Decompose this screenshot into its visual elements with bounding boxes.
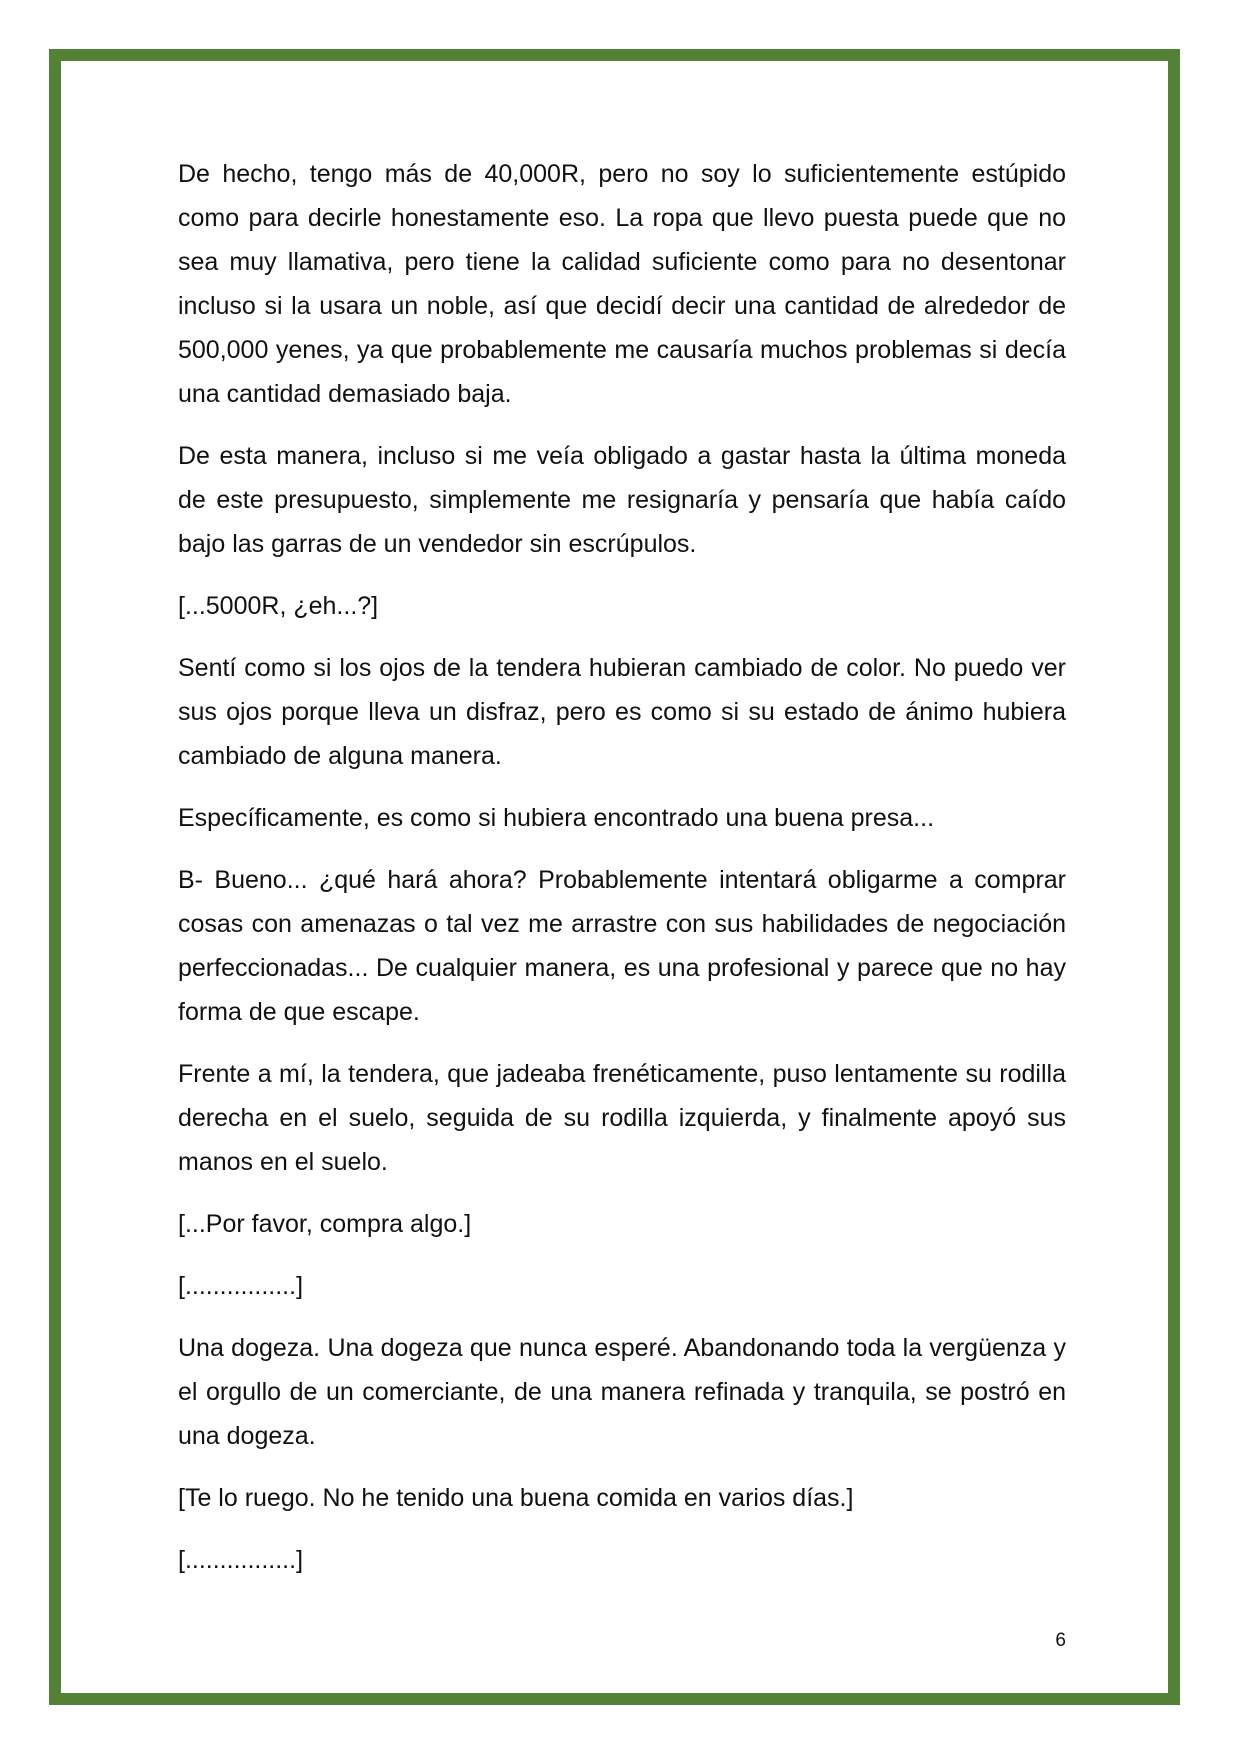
paragraph: Específicamente, es como si hubiera encontrado una buena presa... bbox=[178, 804, 935, 832]
paragraph: De hecho, tengo más de 40,000R, pero no soy lo suficientemente estúpido como para decirle honestamente eso. La ropa que llevo puesta puede que no sea muy llamativa, pero tiene la calidad suficiente como para no desentonar incluso si la usara un noble, así que decidí decir una cantidad de alrededor de 500,000 yenes, ya que probablemente me causaría muchos problemas si decía una cantidad demasiado baja. bbox=[178, 160, 1066, 408]
paragraph: Una dogeza. Una dogeza que nunca esperé. Abandonando toda la vergüenza y el orgullo de un comerciante, de una manera refinada y tranquila, se postró en una dogeza. bbox=[178, 1334, 1066, 1450]
paragraph: Frente a mí, la tendera, que jadeaba frenéticamente, puso lentamente su rodilla derecha en el suelo, seguida de su rodilla izquierda, y finalmente apoyó sus manos en el suelo. bbox=[178, 1060, 1066, 1176]
document-body bbox=[178, 152, 1066, 1600]
paragraph: De esta manera, incluso si me veía obligado a gastar hasta la última moneda de este presupuesto, simplemente me resignaría y pensaría que había caído bajo las garras de un vendedor sin escrúpulos. bbox=[178, 442, 1066, 558]
paragraph: B- Bueno... ¿qué hará ahora? Probablemente intentará obligarme a comprar cosas con amenazas o tal vez me arrastre con sus habilidades de negociación perfeccionadas... De cualquier manera, es una profesional y parece que no hay forma de que escape. bbox=[178, 866, 1066, 1026]
paragraph: [Te lo ruego. No he tenido una buena comida en varios días.] bbox=[178, 1484, 854, 1512]
paragraph: Sentí como si los ojos de la tendera hubieran cambiado de color. No puedo ver sus ojos porque lleva un disfraz, pero es como si su estado de ánimo hubiera cambiado de alguna manera. bbox=[178, 654, 1066, 770]
paragraph: [................] bbox=[178, 1546, 304, 1574]
paragraph: [...5000R, ¿eh...?] bbox=[178, 592, 379, 620]
paragraph: [................] bbox=[178, 1272, 304, 1300]
page-number: 6 bbox=[1055, 1630, 1066, 1651]
paragraph: [...Por favor, compra algo.] bbox=[178, 1210, 472, 1238]
